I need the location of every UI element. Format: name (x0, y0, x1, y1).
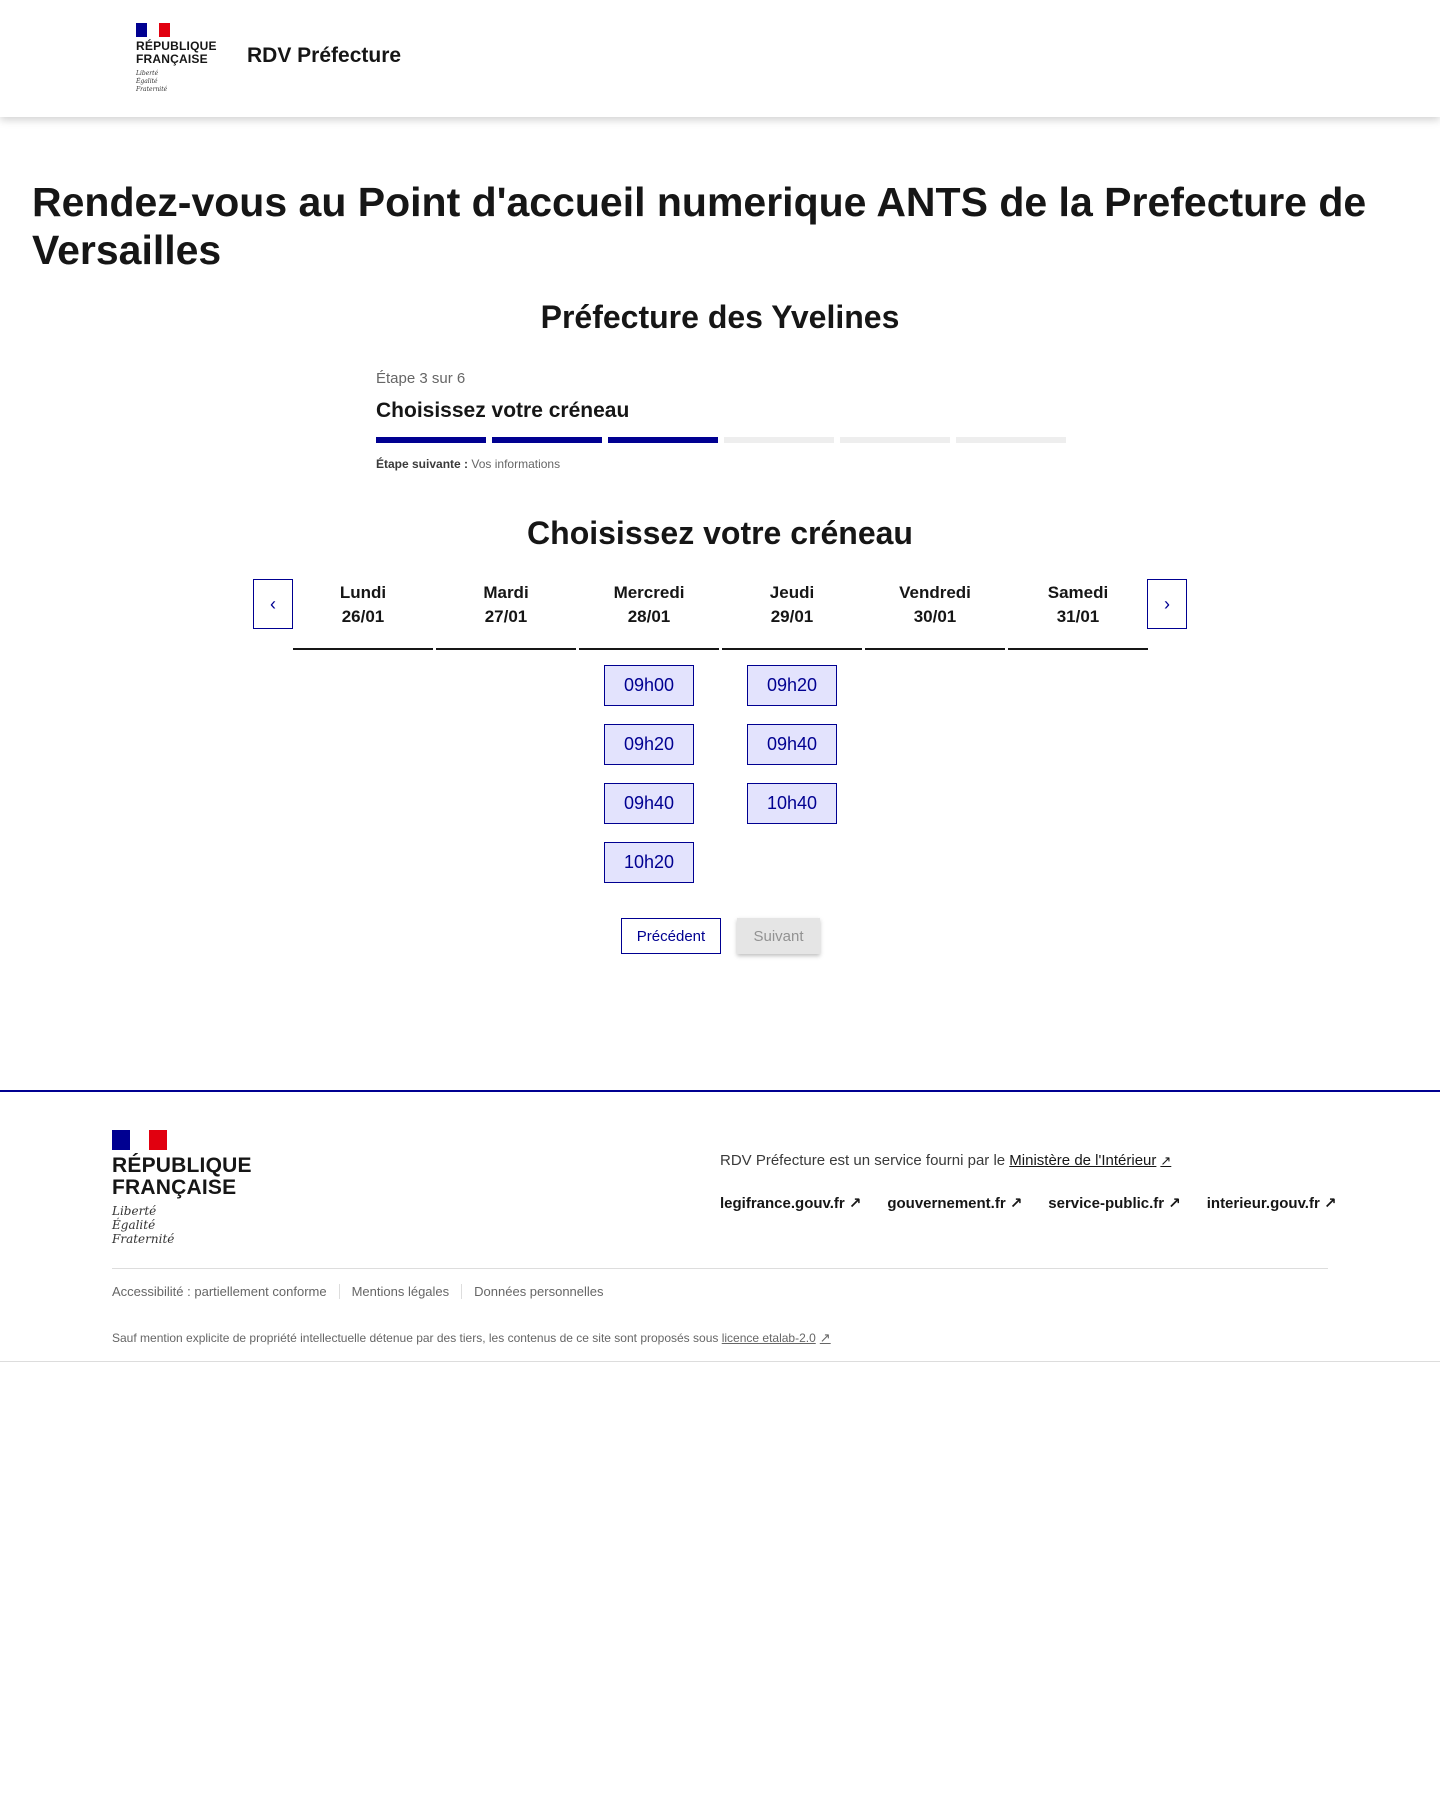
step-bar-segment (724, 437, 834, 443)
step-next: Étape suivante : Vos informations (376, 457, 561, 471)
step-bar-segment (608, 437, 718, 443)
step-state: Étape 3 sur 6 (376, 370, 466, 387)
page-title: Rendez-vous au Point d'accueil numerique ANTS de la Prefecture de Versailles (32, 179, 1367, 273)
day-date: 31/01 (1056, 607, 1100, 626)
calendar-prev-button[interactable] (253, 579, 293, 629)
external-link-icon: ↗ (1168, 1195, 1181, 1212)
next-button[interactable]: Suivant (737, 918, 820, 954)
site-footer (0, 1090, 1440, 1362)
slot-section-title: Choisissez votre créneau (527, 515, 913, 551)
french-flag-icon (112, 1130, 167, 1150)
legal-notice-link[interactable]: Mentions légales (339, 1284, 462, 1299)
footer-link-service-public[interactable]: service-public.fr ↗ (1048, 1195, 1181, 1212)
day-column-header (293, 579, 433, 650)
day-date: 26/01 (341, 607, 385, 626)
day-name: Mercredi (613, 583, 685, 602)
footer-link-legifrance[interactable]: legifrance.gouv.fr ↗ (720, 1195, 862, 1212)
day-column-header (579, 579, 719, 650)
day-name: Lundi (339, 583, 387, 602)
accessibility-link[interactable]: Accessibilité : partiellement conforme (112, 1284, 327, 1299)
stepper (376, 370, 1066, 471)
day-column-header (1008, 579, 1148, 650)
logo-motto: Liberté Égalité Fraternité (136, 70, 168, 93)
step-title: Choisissez votre créneau (376, 399, 630, 422)
ministere-link[interactable]: Ministère de l'Intérieur ↗ (1009, 1152, 1172, 1169)
day-date: 29/01 (770, 607, 814, 626)
day-column-header (722, 579, 862, 650)
time-slot-button[interactable]: 09h20 (604, 724, 694, 765)
day-name: Samedi (1047, 583, 1109, 602)
chevron-right-icon: › (1164, 593, 1170, 614)
french-flag-icon (136, 23, 170, 37)
time-slot-button[interactable]: 09h40 (604, 783, 694, 824)
step-bar-segment (840, 437, 950, 443)
day-name: Vendredi (899, 583, 971, 602)
time-slot-button[interactable]: 10h40 (747, 783, 837, 824)
step-progress-bar (376, 437, 1066, 443)
personal-data-link[interactable]: Données personnelles (461, 1284, 615, 1299)
footer-logo[interactable] (112, 1130, 272, 1246)
external-link-icon: ↗ (1009, 1195, 1023, 1212)
time-slot-button[interactable]: 09h40 (747, 724, 837, 765)
external-link-icon: ↗ (1160, 1153, 1172, 1168)
time-slot-button[interactable]: 09h00 (604, 665, 694, 706)
step-bar-segment (956, 437, 1066, 443)
footer-license: Sauf mention explicite de propriété intellectuelle détenue par des tiers, les contenus de ce site sont proposés sous licence etalab-2.0 ↗ (112, 1330, 831, 1345)
footer-link-gouvernement[interactable]: gouvernement.fr ↗ (887, 1195, 1023, 1212)
external-link-icon: ↗ (848, 1195, 862, 1212)
service-name[interactable]: RDV Préfecture (247, 44, 402, 67)
footer-logo-motto: Liberté Égalité Fraternité (112, 1204, 175, 1246)
prefecture-title: Préfecture des Yvelines (540, 299, 900, 335)
calendar-next-button[interactable] (1147, 579, 1187, 629)
logo-text: RÉPUBLIQUE FRANÇAISE (136, 39, 217, 66)
footer-links (720, 1194, 1336, 1212)
slot-calendar (253, 579, 1187, 629)
step-bar-segment (376, 437, 486, 443)
external-link-icon: ↗ (819, 1330, 831, 1345)
footer-divider (112, 1268, 1328, 1269)
external-link-icon: ↗ (1323, 1195, 1337, 1212)
day-date: 28/01 (627, 607, 671, 626)
footer-link-interieur[interactable]: interieur.gouv.fr ↗ (1206, 1195, 1337, 1212)
footer-logo-text: RÉPUBLIQUE FRANÇAISE (112, 1154, 252, 1199)
day-date: 30/01 (913, 607, 957, 626)
step-bar-segment (492, 437, 602, 443)
day-column-header (436, 579, 576, 650)
previous-button[interactable]: Précédent (621, 918, 721, 954)
day-name: Mardi (483, 583, 529, 602)
footer-description: RDV Préfecture est un service fourni par le Ministère de l'Intérieur ↗ (720, 1152, 1172, 1169)
day-column-header (865, 579, 1005, 650)
time-slot-button[interactable]: 09h20 (747, 665, 837, 706)
license-link[interactable]: licence etalab-2.0 ↗ (721, 1330, 831, 1345)
day-name: Jeudi (769, 583, 815, 602)
header-logo[interactable] (136, 23, 226, 94)
time-slot-button[interactable]: 10h20 (604, 842, 694, 883)
site-header (0, 0, 1440, 117)
day-date: 27/01 (484, 607, 528, 626)
chevron-left-icon: ‹ (270, 593, 276, 614)
footer-bottom-links (112, 1284, 616, 1299)
